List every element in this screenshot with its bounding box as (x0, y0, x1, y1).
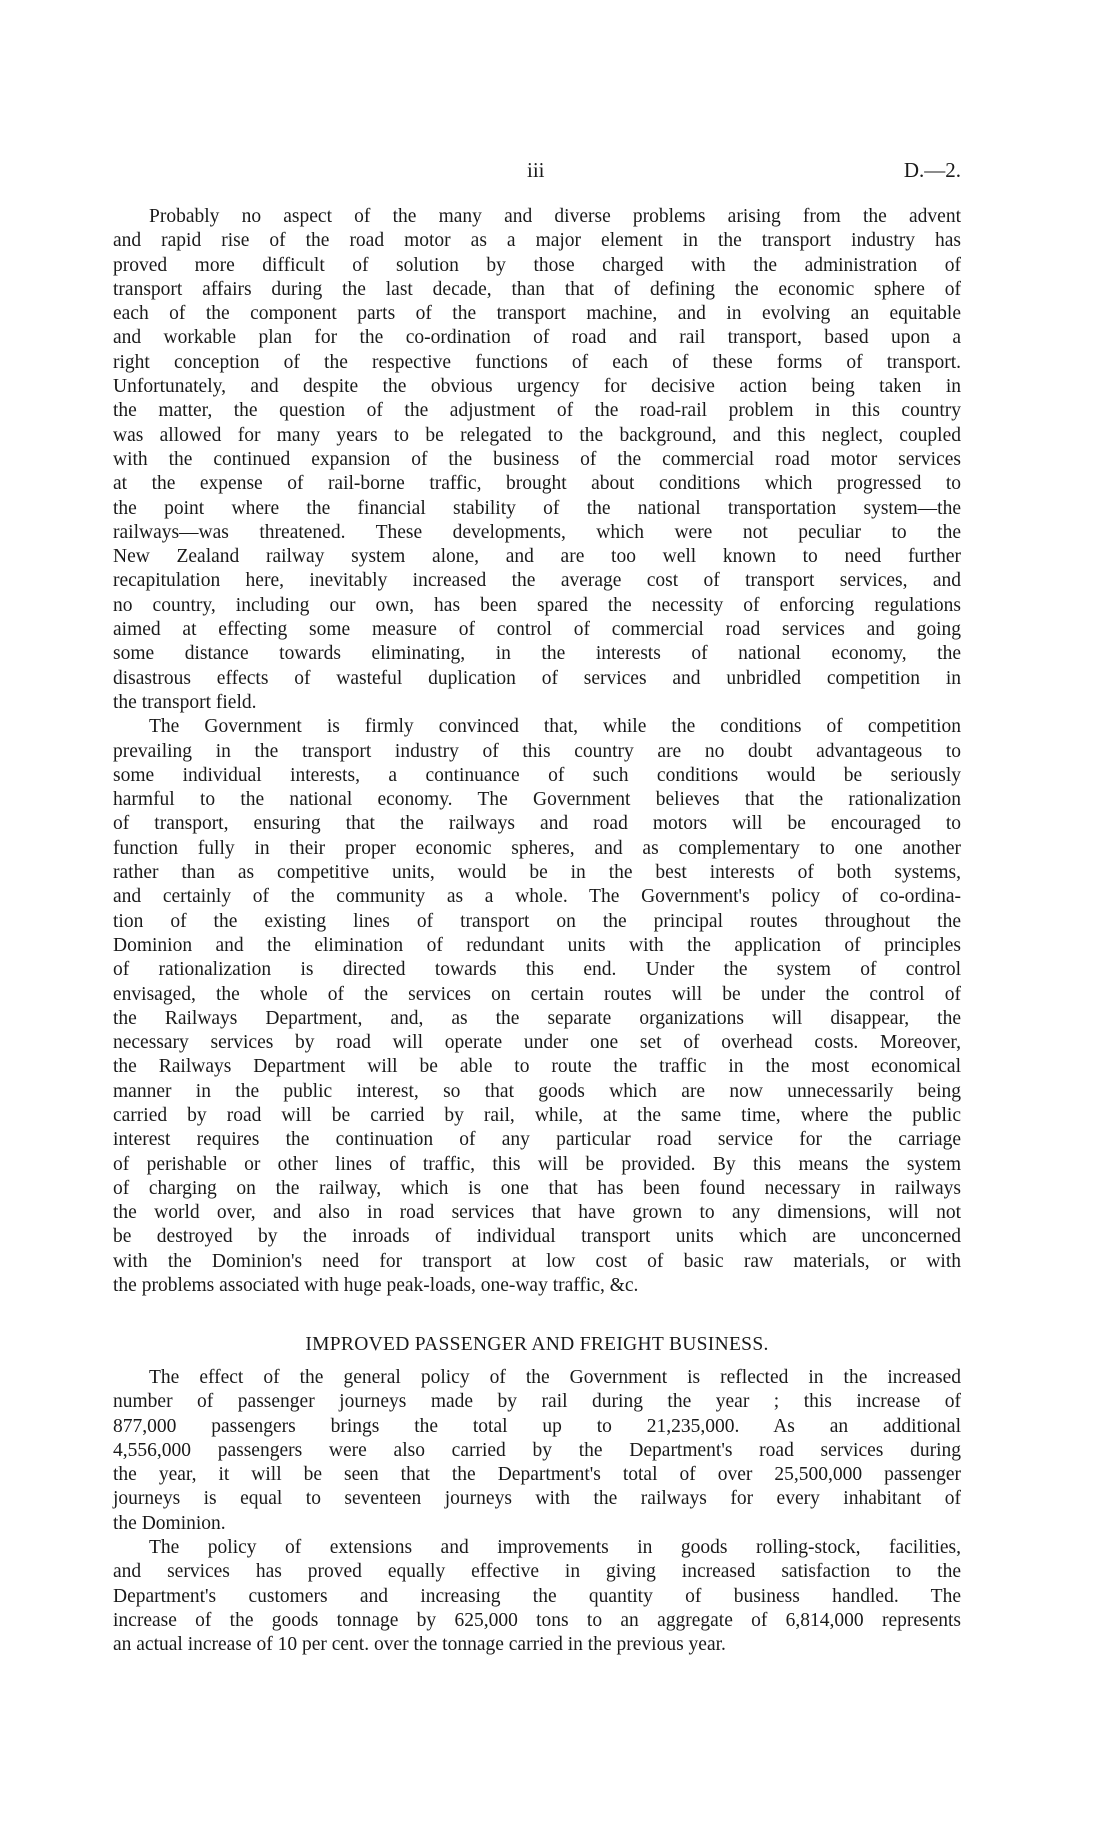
text-line: the matter, the question of the adjustment of the road-rail problem in this country (113, 400, 961, 422)
text-line: function fully in their proper economic spheres, and as complementary to one another (113, 837, 961, 859)
text-line: and workable plan for the co-ordination of road and rail transport, based upon a (113, 327, 961, 349)
text-line: be destroyed by the inroads of individual transport units which are unconcerned (113, 1226, 961, 1248)
text-line: with the continued expansion of the business of the commercial road motor services (113, 448, 961, 470)
paragraph (113, 1536, 961, 1657)
text-line: of transport, ensuring that the railways and road motors will be encouraged to (113, 813, 961, 835)
paragraph (113, 1366, 961, 1536)
section-body-business (113, 1366, 961, 1658)
text-line: The effect of the general policy of the Government is reflected in the increased (149, 1367, 961, 1388)
paragraph (113, 205, 961, 715)
text-line: no country, including our own, has been spared the necessity of enforcing regulations (113, 594, 961, 616)
text-line: rather than as competitive units, would be in the best interests of both systems, (113, 862, 961, 884)
text-line: and rapid rise of the road motor as a major element in the transport industry has (113, 230, 961, 252)
text-line: the Railways Department, and, as the separate organizations will disappear, the (113, 1007, 961, 1029)
text-line: interest requires the continuation of any particular road service for the carriage (113, 1129, 961, 1151)
text-line: the Dominion. (113, 1512, 226, 1534)
document-reference: D.—2. (903, 158, 961, 182)
text-line: The policy of extensions and improvements in goods rolling-stock, facilities, (149, 1537, 961, 1559)
text-line: tion of the existing lines of transport on the principal routes throughout the (113, 910, 961, 932)
text-line: the transport field. (113, 691, 257, 713)
text-line: disastrous effects of wasteful duplication of services and unbridled competition in (113, 667, 961, 689)
text-line: carried by road will be carried by rail, while, at the same time, where the public (113, 1104, 961, 1126)
text-line: the problems associated with huge peak-loads, one-way traffic, &c. (113, 1275, 639, 1297)
text-line: right conception of the respective functions of each of these forms of transport. (113, 351, 961, 373)
text-line: at the expense of rail-borne traffic, brought about conditions which progressed to (113, 473, 961, 495)
section-heading: IMPROVED PASSENGER AND FREIGHT BUSINESS. (305, 1334, 769, 1355)
text-line: prevailing in the transport industry of this country are no doubt advantageous to (113, 740, 961, 762)
text-line: was allowed for many years to be relegated to the background, and this neglect, coupled (113, 424, 961, 446)
text-line: 877,000 passengers brings the total up to 21,235,000. As an additional (113, 1415, 961, 1437)
text-line: proved more difficult of solution by those charged with the administration of (113, 254, 961, 276)
text-line: recapitulation here, inevitably increased the average cost of transport services, and (113, 570, 961, 592)
text-line: New Zealand railway system alone, and are too well known to need further (113, 546, 961, 568)
text-line: aimed at effecting some measure of control of commercial road services and going (113, 619, 961, 641)
text-line: of perishable or other lines of traffic, this will be provided. By this means the system (113, 1153, 961, 1175)
text-line: transport affairs during the last decade, than that of defining the economic sphere of (113, 278, 961, 300)
text-line: Unfortunately, and despite the obvious urgency for decisive action being taken in (113, 376, 961, 398)
text-line: and certainly of the community as a whole. The Government's policy of co-ordina- (113, 886, 961, 908)
text-line: an actual increase of 10 per cent. over the tonnage carried in the previous year. (113, 1634, 726, 1656)
text-line: and services has proved equally effective in giving increased satisfaction to the (113, 1561, 961, 1583)
text-line: Department's customers and increasing the quantity of business handled. The (113, 1585, 961, 1607)
text-line: Probably no aspect of the many and diverse problems arising from the advent (149, 206, 961, 227)
text-line: each of the component parts of the transport machine, and in evolving an equitable (113, 303, 961, 325)
text-line: manner in the public interest, so that goods which are now unnecessarily being (113, 1080, 961, 1102)
text-line: with the Dominion's need for transport at low cost of basic raw materials, or with (113, 1250, 961, 1272)
text-line: the Railways Department will be able to route the traffic in the most economical (113, 1056, 961, 1078)
text-line: number of passenger journeys made by rail during the year ; this increase of (113, 1391, 961, 1413)
text-line: railways—was threatened. These developments, which were not peculiar to the (113, 521, 961, 543)
text-line: of rationalization is directed towards this end. Under the system of control (113, 959, 961, 981)
text-line: journeys is equal to seventeen journeys with the railways for every inhabitant of (113, 1488, 961, 1510)
text-line: envisaged, the whole of the services on certain routes will be under the control of (113, 983, 961, 1005)
text-line: some distance towards eliminating, in the interests of national economy, the (113, 643, 961, 665)
text-line: the point where the financial stability of the national transportation system—the (113, 497, 961, 519)
text-line: some individual interests, a continuance of such conditions would be seriously (113, 764, 961, 786)
text-line: 4,556,000 passengers were also carried by the Department's road services during (113, 1439, 961, 1461)
text-line: harmful to the national economy. The Government believes that the rationalization (113, 789, 961, 811)
text-line: the year, it will be seen that the Department's total of over 25,500,000 passenger (113, 1464, 961, 1486)
text-line: The Government is firmly convinced that, while the conditions of competition (149, 716, 961, 738)
text-line: increase of the goods tonnage by 625,000 tons to an aggregate of 6,814,000 represents (113, 1609, 961, 1631)
paragraph (113, 715, 961, 1298)
page-number: iii (527, 158, 545, 182)
section-body-intro (113, 205, 961, 1298)
text-line: necessary services by road will operate under one set of overhead costs. Moreover, (113, 1032, 961, 1054)
text-line: of charging on the railway, which is one that has been found necessary in railways (113, 1177, 961, 1199)
text-line: Dominion and the elimination of redundant units with the application of principles (113, 934, 961, 956)
text-line: the world over, and also in road services that have grown to any dimensions, will not (113, 1202, 961, 1224)
